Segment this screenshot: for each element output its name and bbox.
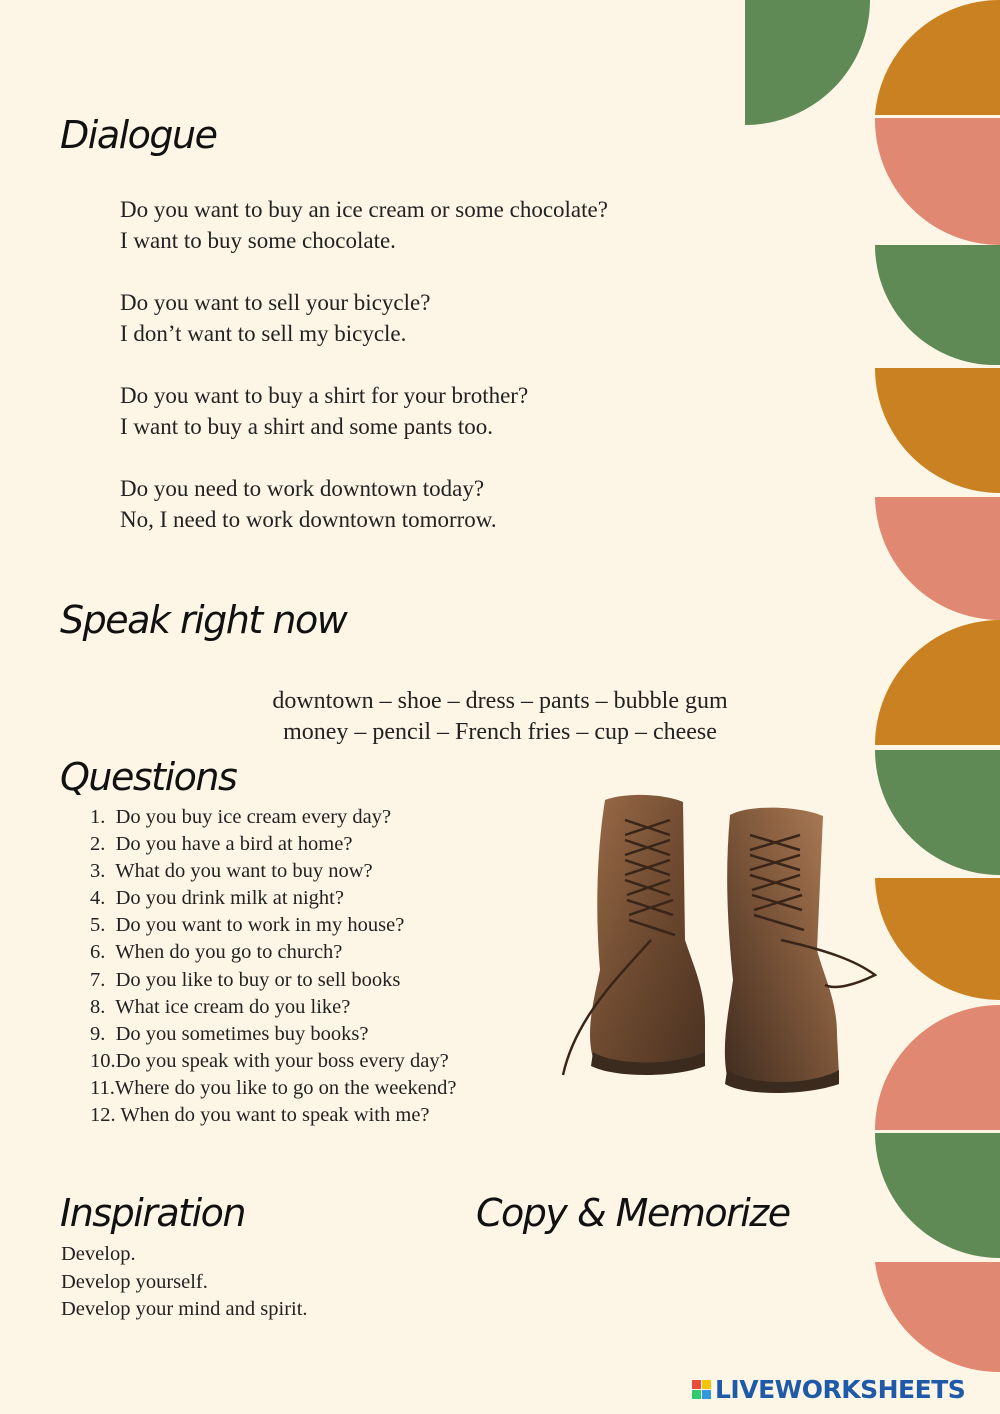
dialogue-answer: I want to buy a shirt and some pants too. xyxy=(120,414,494,439)
dialogue-title: Dialogue xyxy=(60,113,217,157)
inspiration-text xyxy=(61,1241,308,1324)
question-item: 9. Do you sometimes buy books? xyxy=(90,1022,369,1045)
dialogue-block xyxy=(120,194,820,535)
questions-title: Questions xyxy=(60,755,237,799)
question-item: 10.Do you speak with your boss every day? xyxy=(90,1049,449,1072)
inspiration-line: Develop. xyxy=(61,1243,136,1265)
question-item: 11.Where do you like to go on the weekend? xyxy=(90,1076,457,1099)
dialogue-question: Do you want to buy a shirt for your brother? xyxy=(120,383,529,408)
dialogue-answer: I don’t want to sell my bicycle. xyxy=(120,321,407,346)
question-item: 5. Do you want to work in my house? xyxy=(90,914,405,937)
question-item: 1. Do you buy ice cream every day? xyxy=(90,806,392,828)
questions-list xyxy=(90,804,456,1129)
copy-memorize-title: Copy & Memorize xyxy=(476,1191,790,1235)
question-item: 4. Do you drink milk at night? xyxy=(90,887,344,910)
dialogue-answer: No, I need to work downtown tomorrow. xyxy=(120,507,497,532)
question-item: 2. Do you have a bird at home? xyxy=(90,833,353,856)
question-item: 8. What ice cream do you like? xyxy=(90,995,351,1018)
logo-mark-icon xyxy=(692,1380,711,1399)
vocabulary-list xyxy=(200,686,800,748)
speak-title: Speak right now xyxy=(60,598,347,642)
vocabulary-line: money – pencil – French fries – cup – cheese xyxy=(283,719,717,745)
logo-text: LIVEWORKSHEETS xyxy=(715,1374,966,1404)
dialogue-question: Do you want to sell your bicycle? xyxy=(120,290,431,315)
inspiration-line: Develop your mind and spirit. xyxy=(61,1298,308,1320)
boots-image xyxy=(555,790,885,1100)
question-item: 6. When do you go to church? xyxy=(90,941,343,964)
question-item: 7. Do you like to buy or to sell books xyxy=(90,968,401,991)
dialogue-question: Do you want to buy an ice cream or some chocolate? xyxy=(120,197,608,222)
question-item: 3. What do you want to buy now? xyxy=(90,860,373,883)
dialogue-answer: I want to buy some chocolate. xyxy=(120,228,396,253)
inspiration-line: Develop yourself. xyxy=(61,1270,208,1293)
liveworksheets-logo xyxy=(692,1374,965,1404)
dialogue-question: Do you need to work downtown today? xyxy=(120,476,485,501)
inspiration-title: Inspiration xyxy=(60,1191,245,1235)
vocabulary-line: downtown – shoe – dress – pants – bubble gum xyxy=(272,688,728,714)
question-item: 12. When do you want to speak with me? xyxy=(90,1104,430,1127)
